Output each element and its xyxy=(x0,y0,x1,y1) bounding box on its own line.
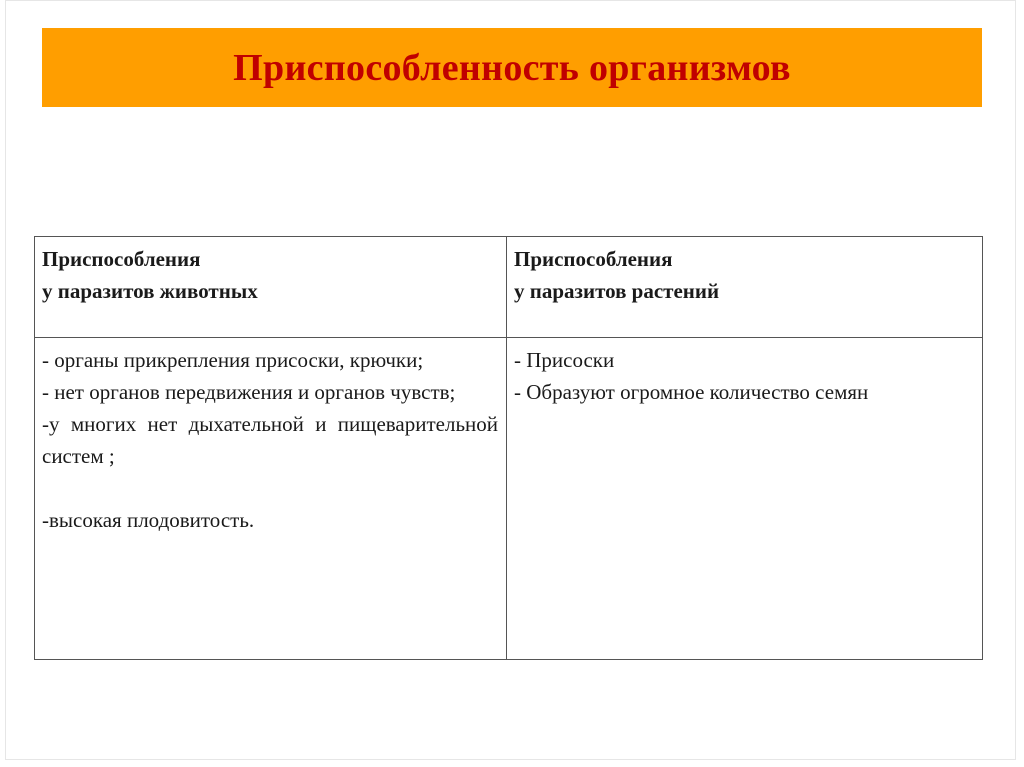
header-animal-line2: у паразитов животных xyxy=(42,279,258,303)
table-header-row xyxy=(35,237,983,338)
title-banner xyxy=(42,28,982,107)
header-animal-line1: Приспособления xyxy=(42,247,201,271)
animal-item-fertility: -высокая плодовитость. xyxy=(42,508,255,532)
cell-plant-adaptations xyxy=(507,338,983,660)
header-animal-parasites xyxy=(35,237,507,338)
animal-item-attachment: - органы прикрепления присоски, крючки; xyxy=(42,348,424,372)
plant-item-suckers: - Присоски xyxy=(514,348,615,372)
plant-item-seeds: - Образуют огромное количество семян xyxy=(514,380,869,404)
table-row xyxy=(35,338,983,660)
item-spacer xyxy=(42,472,498,504)
animal-item-movement: - нет органов передвижения и органов чувств; xyxy=(42,380,456,404)
header-plant-line2: у паразитов растений xyxy=(514,279,720,303)
header-plant-parasites xyxy=(507,237,983,338)
adaptations-table xyxy=(34,236,983,660)
animal-item-systems: -у многих нет дыхательной и пищеварительной систем ; xyxy=(42,412,498,468)
cell-animal-adaptations xyxy=(35,338,507,660)
header-plant-line1: Приспособления xyxy=(514,247,673,271)
slide-title: Приспособленность организмов xyxy=(233,46,791,89)
